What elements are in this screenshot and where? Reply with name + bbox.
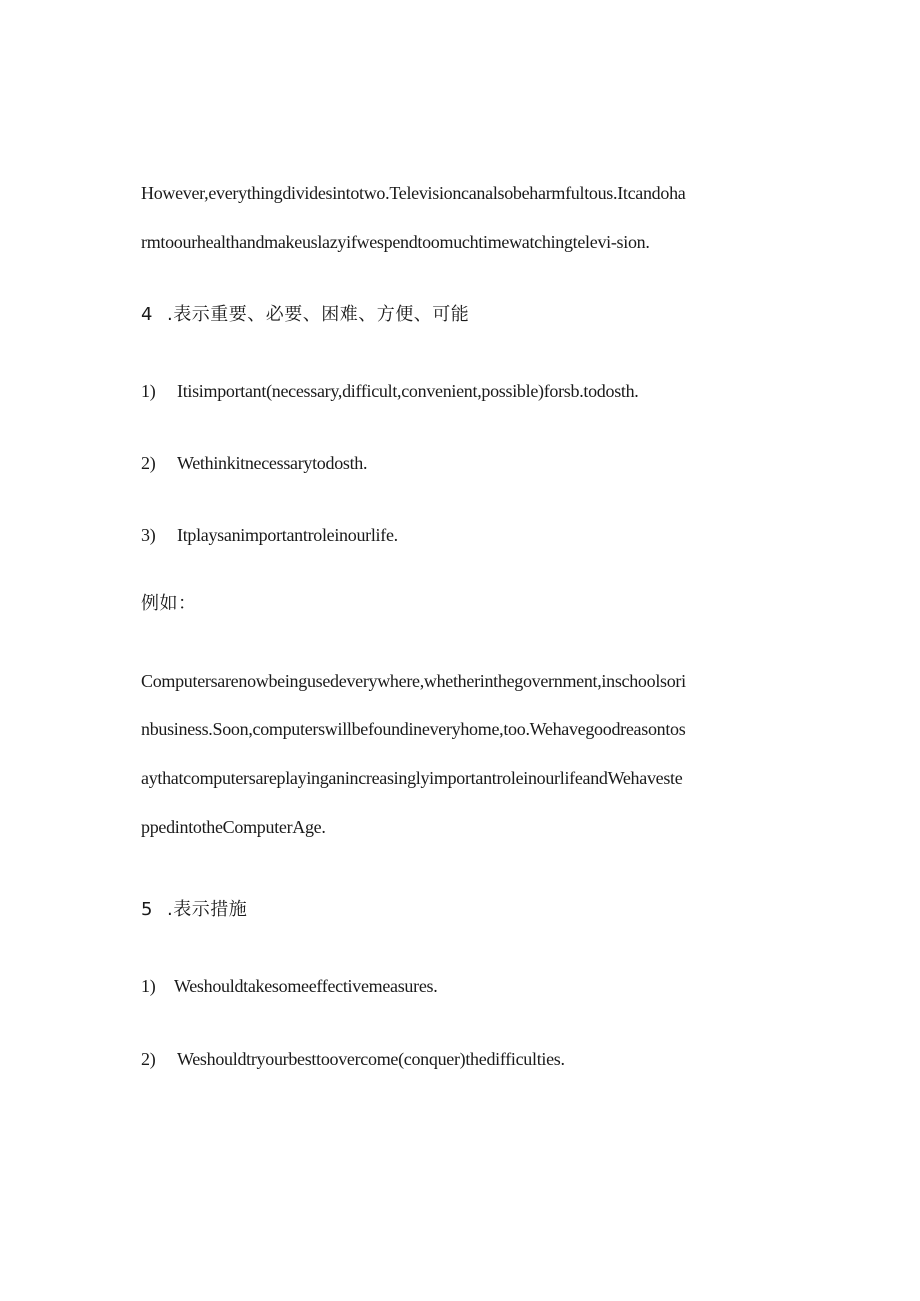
paragraph-line: ppedintotheComputerAge. <box>141 817 326 837</box>
list-text: Itplaysanimportantroleinourlife. <box>177 525 398 545</box>
section-title: .表示措施 <box>167 899 248 920</box>
paragraph-line: rmtoourhealthandmakeuslazyifwespendtoomuchtimewatchingtelevi-sion. <box>141 232 650 252</box>
section-number: 5 <box>141 899 153 920</box>
paragraph-line: However,everythingdividesintotwo.Televisioncanalsobeharmfultous.Itcandoha <box>141 183 686 203</box>
list-item <box>141 975 437 997</box>
list-item <box>141 1048 565 1070</box>
section-heading <box>141 304 469 326</box>
list-text: Weshouldtakesomeeffectivemeasures. <box>174 976 438 996</box>
example-label: 例如： <box>141 593 197 614</box>
list-number: 2) <box>141 1049 156 1069</box>
paragraph-line: aythatcomputersareplayinganincreasinglyimportantroleinourlifeandWehaveste <box>141 768 683 788</box>
section-number: 4 <box>141 304 153 325</box>
list-item <box>141 452 367 474</box>
section-title: .表示重要、必要、困难、方便、可能 <box>167 304 470 325</box>
paragraph-line: nbusiness.Soon,computerswillbefoundineveryhome,too.Wehavegoodreasontos <box>141 719 686 739</box>
list-text: Weshouldtryourbesttoovercome(conquer)thedifficulties. <box>177 1049 565 1069</box>
list-number: 3) <box>141 525 156 545</box>
list-text: Itisimportant(necessary,difficult,convenient,possible)forsb.todosth. <box>177 381 639 401</box>
list-text: Wethinkitnecessarytodosth. <box>177 453 368 473</box>
list-item <box>141 380 639 402</box>
section-heading <box>141 899 247 921</box>
list-number: 2) <box>141 453 156 473</box>
list-number: 1) <box>141 976 156 996</box>
paragraph-line: Computersarenowbeingusedeverywhere,whetherinthegovernment,inschoolsori <box>141 671 686 691</box>
list-item <box>141 524 398 546</box>
list-number: 1) <box>141 381 156 401</box>
